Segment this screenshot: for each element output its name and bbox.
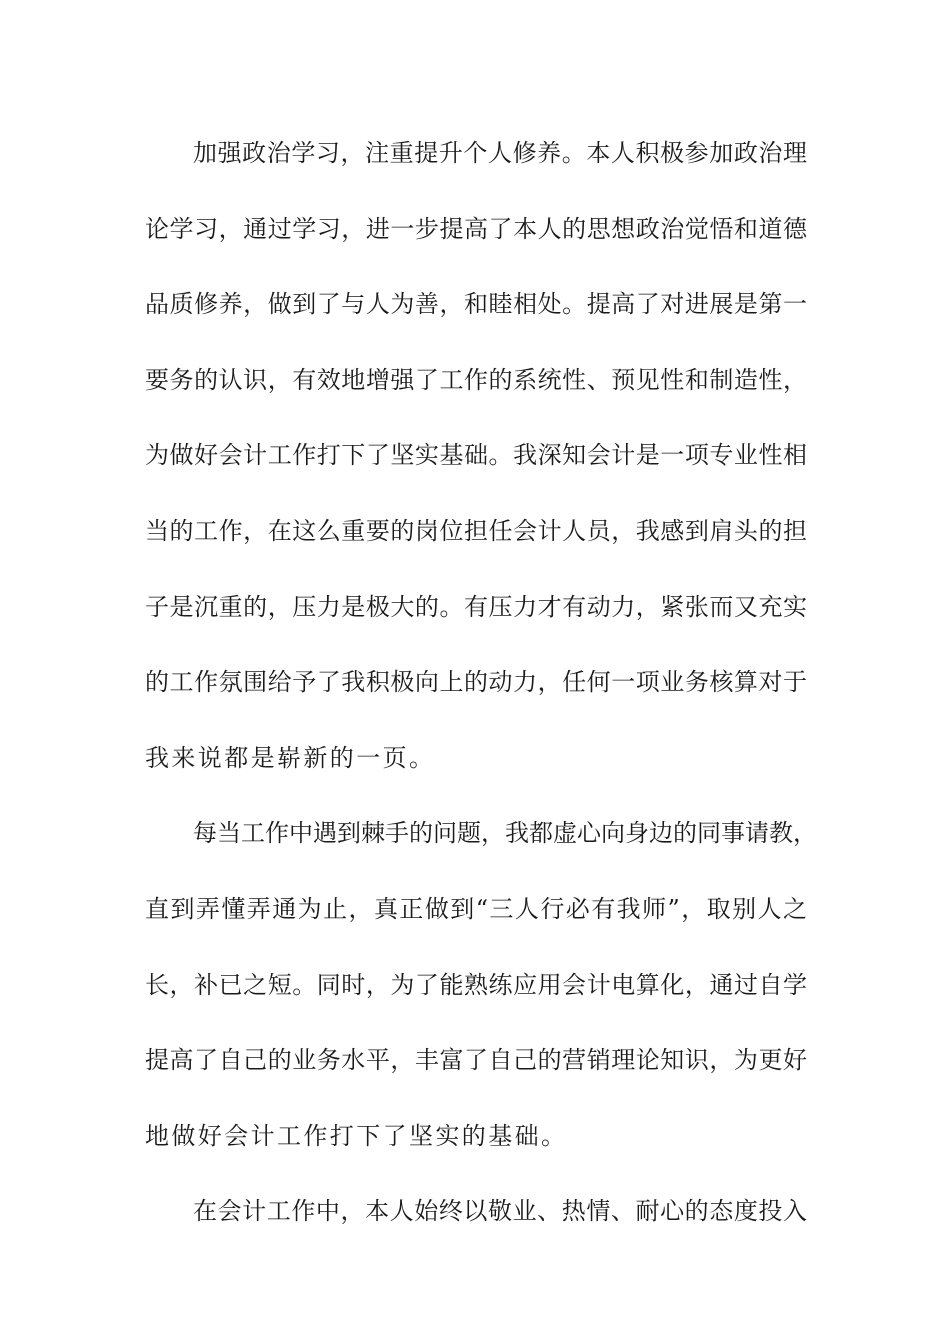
paragraph-2-line-4: 提高了自己的业务水平，丰富了自己的营销理论知识，为更好	[145, 1046, 807, 1075]
document-body	[145, 127, 817, 1261]
paragraph-1-line-9: 我来说都是崭新的一页。	[145, 743, 436, 772]
paragraph-1-line-6: 当的工作，在这么重要的岗位担任会计人员，我感到肩头的担	[145, 516, 807, 545]
paragraph-1-line-5: 为做好会计工作打下了坚实基础。我深知会计是一项专业性相	[145, 441, 807, 470]
paragraph-1-line-8: 的工作氛围给予了我积极向上的动力，任何一项业务核算对于	[145, 668, 807, 697]
paragraph-1-line-2: 论学习，通过学习，进一步提高了本人的思想政治觉悟和道德	[145, 214, 807, 243]
paragraph-2-line-3: 长，补已之短。同时，为了能熟练应用会计电算化，通过自学	[145, 970, 807, 999]
paragraph-3-line-1: 在会计工作中，本人始终以敬业、热情、耐心的态度投入	[193, 1197, 807, 1226]
paragraph-2-line-2: 直到弄懂弄通为止，真正做到“三人行必有我师”，取别人之	[145, 894, 807, 923]
paragraph-2-line-5: 地做好会计工作打下了坚实的基础。	[145, 1121, 568, 1150]
paragraph-1-line-7: 子是沉重的，压力是极大的。有压力才有动力，紧张而又充实	[145, 592, 807, 621]
paragraph-1-line-1: 加强政治学习，注重提升个人修养。本人积极参加政治理	[193, 139, 807, 167]
paragraph-2-line-1: 每当工作中遇到棘手的问题，我都虚心向身边的同事请教，	[193, 819, 817, 848]
paragraph-1-line-4: 要务的认识，有效地增强了工作的系统性、预见性和制造性，	[145, 365, 807, 394]
paragraph-1-line-3: 品质修养，做到了与人为善，和睦相处。提高了对进展是第一	[145, 290, 807, 319]
